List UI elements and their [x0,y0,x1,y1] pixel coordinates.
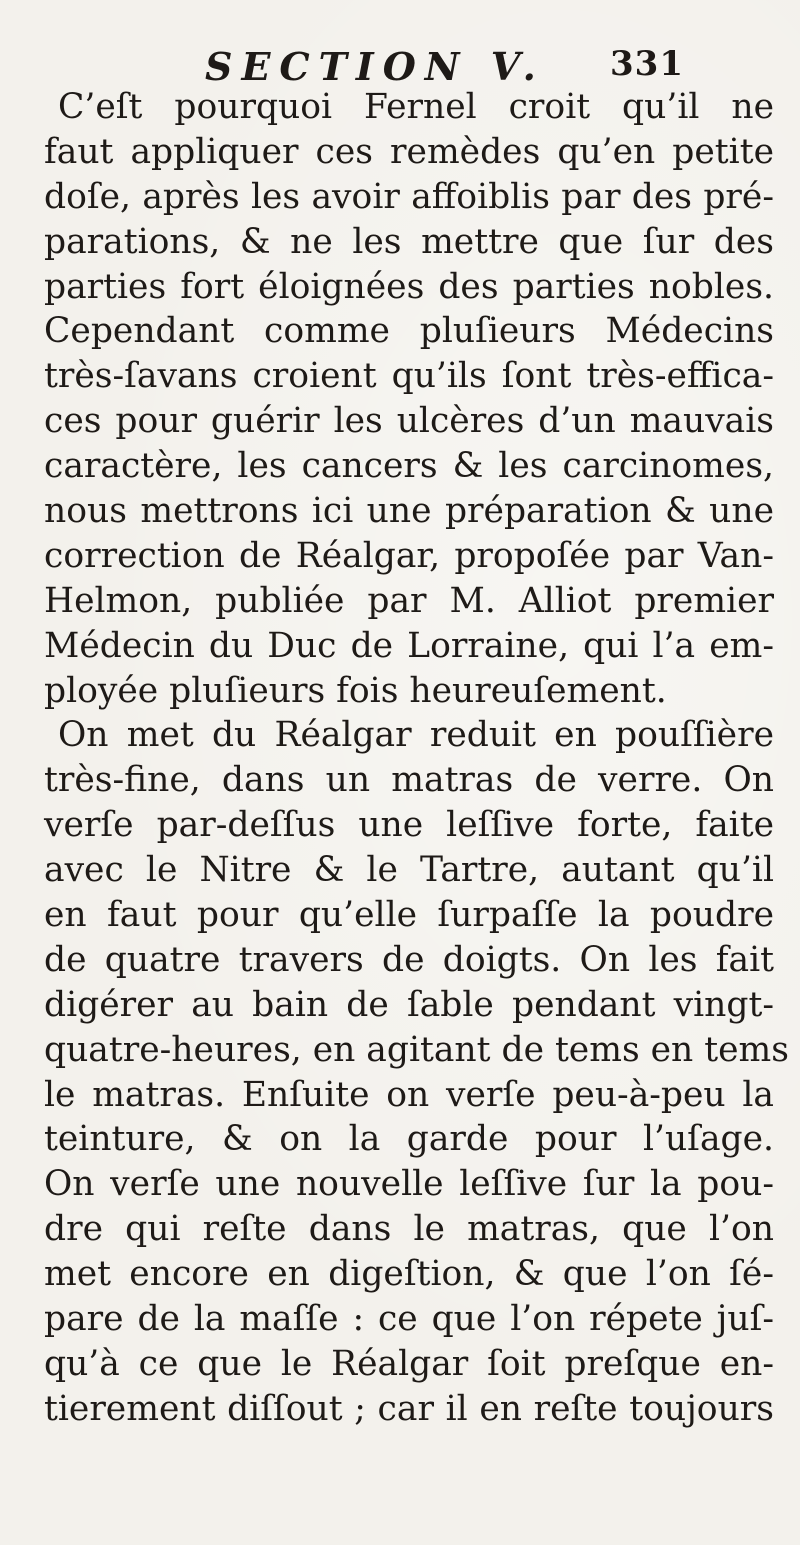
text-line: verſe par-deſſus une leſſive forte, faite [44,805,774,846]
text-line: parties fort éloignées des parties nobles. [44,266,774,307]
text-line: On met du Réalgar reduit en pouſſière [58,715,774,756]
text-line: très-fine, dans un matras de verre. On [44,760,774,801]
text-line: correction de Réalgar, propoſée par Van- [44,535,774,576]
text-line: digérer au bain de ſable pendant vingt- [44,984,774,1025]
text-line: avec le Nitre & le Tartre, autant qu’il [44,850,774,891]
text-line: teinture, & on la garde pour l’uſage. [44,1119,774,1160]
text-line: en faut pour qu’elle ſurpaſſe la poudre [44,895,774,936]
text-line: quatre-heures, en agitant de tems en tems [44,1029,789,1070]
text-line: très-ſavans croient qu’ils ſont très-effica- [44,356,774,397]
text-line: Médecin du Duc de Lorraine, qui l’a em- [44,625,774,666]
text-line: met encore en digeſtion, & que l’on ſé- [44,1254,774,1295]
text-line: pare de la maſſe : ce que l’on répete juſ- [44,1299,774,1340]
section-heading: SECTION V. [205,44,545,89]
text-line: Cependant comme pluſieurs Médecins [44,311,774,352]
body-text [44,85,789,1432]
text-line: faut appliquer ces remèdes qu’en petite [44,131,774,172]
page-number: 331 [610,44,684,84]
text-line: ces pour guérir les ulcères d’un mauvais [44,401,774,442]
text-line: parations, & ne les mettre que ſur des [44,221,774,262]
text-line: ployée pluſieurs fois heureuſement. [44,670,667,711]
text-line: C’eſt pourquoi Fernel croit qu’il ne [58,87,774,127]
text-line: dre qui reſte dans le matras, que l’on [44,1209,774,1250]
text-line: Helmon, publiée par M. Alliot premier [44,580,774,621]
text-line: nous mettrons ici une préparation & une [44,491,774,532]
text-line: de quatre travers de doigts. On les fait [44,939,774,980]
text-line: caractère, les cancers & les carcinomes, [44,446,774,487]
text-line: doſe, après les avoir affoiblis par des pré- [44,176,774,217]
text-line: On verſe une nouvelle leſſive ſur la pou- [44,1164,774,1205]
text-line: tierement diſſout ; car il en reſte toujours [44,1388,774,1429]
text-line: qu’à ce que le Réalgar ſoit preſque en- [44,1343,774,1384]
text-line: le matras. Enſuite on verſe peu-à-peu la [44,1074,774,1115]
